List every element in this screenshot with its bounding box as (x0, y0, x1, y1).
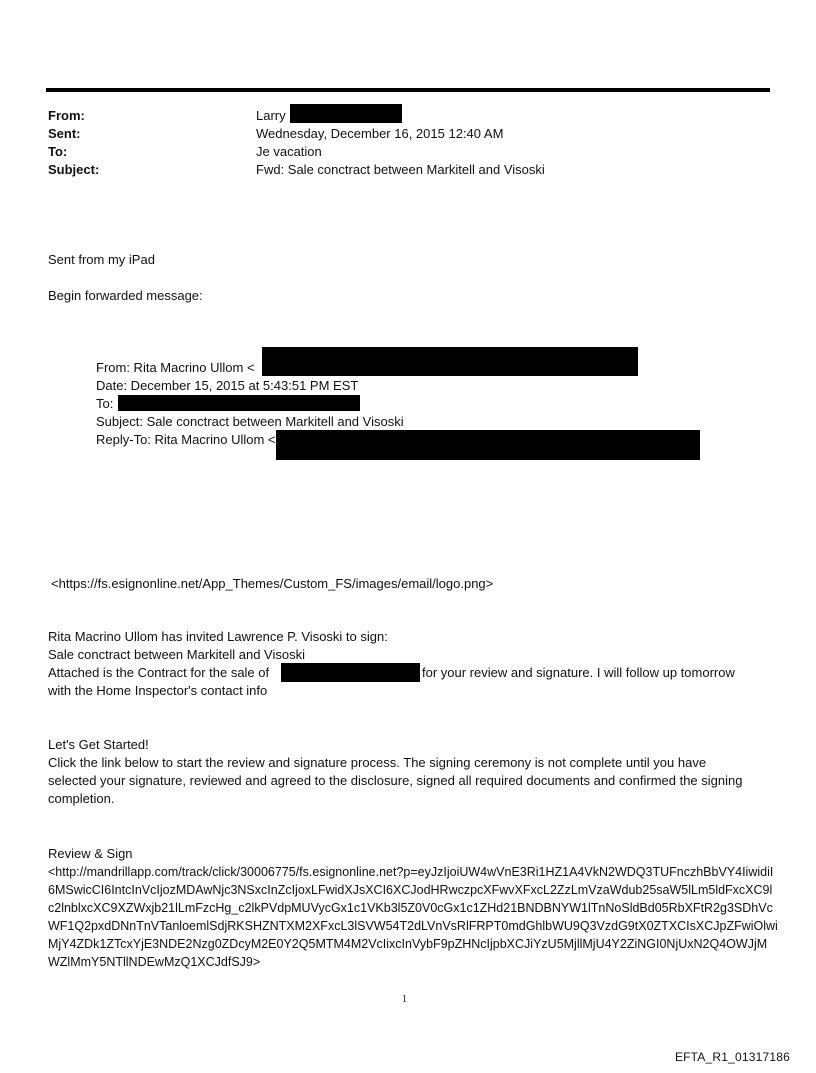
sent-value: Wednesday, December 16, 2015 12:40 AM (256, 126, 504, 141)
sent-label: Sent: (48, 126, 81, 141)
document-id: EFTA_R1_01317186 (674, 1050, 790, 1064)
redaction-box (281, 663, 420, 682)
redaction-box (118, 395, 360, 411)
header-rule (46, 88, 770, 92)
fwd-from: From: Rita Macrino Ullom < (96, 360, 255, 375)
started-heading: Let's Get Started! (48, 737, 149, 752)
sent-from-line: Sent from my iPad (48, 252, 155, 267)
logo-link[interactable]: <https://fs.esignonline.net/App_Themes/Custom_FS/images/email/logo.png> (51, 576, 494, 591)
invite-line-4: with the Home Inspector's contact info (48, 683, 268, 698)
fwd-subject: Subject: Sale conctract between Markitell and Visoski (96, 414, 404, 429)
review-sign-link[interactable]: <http://mandrillapp.com/track/click/30006775/fs.esignonline.net?p=eyJzIjoiUW4wVnE3Ri1HZ1A4VkN2WDQ3TUFnczhBbVY4IiwidiI6MSwicCI6IntcInVcIjozMDAwNjc3NSxcInZcIjoxLFwidXJsXCI6XCJodHRwczpcXFwvXFxcL2ZzLmVzaWdub25saW5lLm5ldFxcXC9lc2lnblxcXC9XZWxjb21lLmFzcHg_c2lkPVdpMUVycGx1c1VKb3l5Z0V0cGx1c1ZHd21BNDBNYW1lTnNoSldBd05RbXFtR2g3SDhVcWF1Q2pxdDNnTnVTanloemlSdjRKSHZNTXM2XFxcL3lSVW54T2dLVnVsRlFRPT0mdGhlbWU9Q3VzdG9tX0ZTXCIsXCJpZFwiOlwiMjY4ZDk1ZTcxYjE3NDE2Nzg0ZDcyM2E0Y2Q5MTM4M2VcIixcInVybF9pZHNcIjpbXCJiYzU5MjllMjU4Y2ZiNGI0NjUxN2Q4OWJjMWZlMmY5NTllNDEwMzQ1XCJdfSJ9> (48, 865, 778, 969)
page-number: 1 (402, 994, 407, 1005)
redaction-box (290, 104, 402, 123)
redaction-box (276, 430, 700, 460)
redaction-box (262, 347, 638, 376)
fwd-to: To: (96, 396, 114, 411)
invite-line-3-end: for your review and signature. I will follow up tomorrow (422, 665, 735, 680)
fwd-date: Date: December 15, 2015 at 5:43:51 PM EST (96, 378, 359, 393)
review-heading: Review & Sign (48, 846, 133, 861)
begin-forwarded-line: Begin forwarded message: (48, 288, 203, 303)
invite-line-3-start: Attached is the Contract for the sale of (48, 665, 270, 680)
subject-value: Fwd: Sale conctract between Markitell and Visoski (256, 162, 545, 177)
invite-line-2: Sale conctract between Markitell and Visoski (48, 647, 305, 662)
from-value: Larry (256, 108, 286, 123)
fwd-reply-to: Reply-To: Rita Macrino Ullom < (96, 432, 276, 447)
started-paragraph: Click the link below to start the review and signature process. The signing ceremony is not complete until you have selected your signature, reviewed and agreed to the disclosure, signed all required documents and confirmed the signing completion. (48, 755, 743, 806)
to-value: Je vacation (256, 144, 322, 159)
invite-line-1: Rita Macrino Ullom has invited Lawrence P. Visoski to sign: (48, 629, 388, 644)
subject-label: Subject: (48, 162, 100, 177)
from-label: From: (48, 108, 85, 123)
to-label: To: (48, 144, 68, 159)
